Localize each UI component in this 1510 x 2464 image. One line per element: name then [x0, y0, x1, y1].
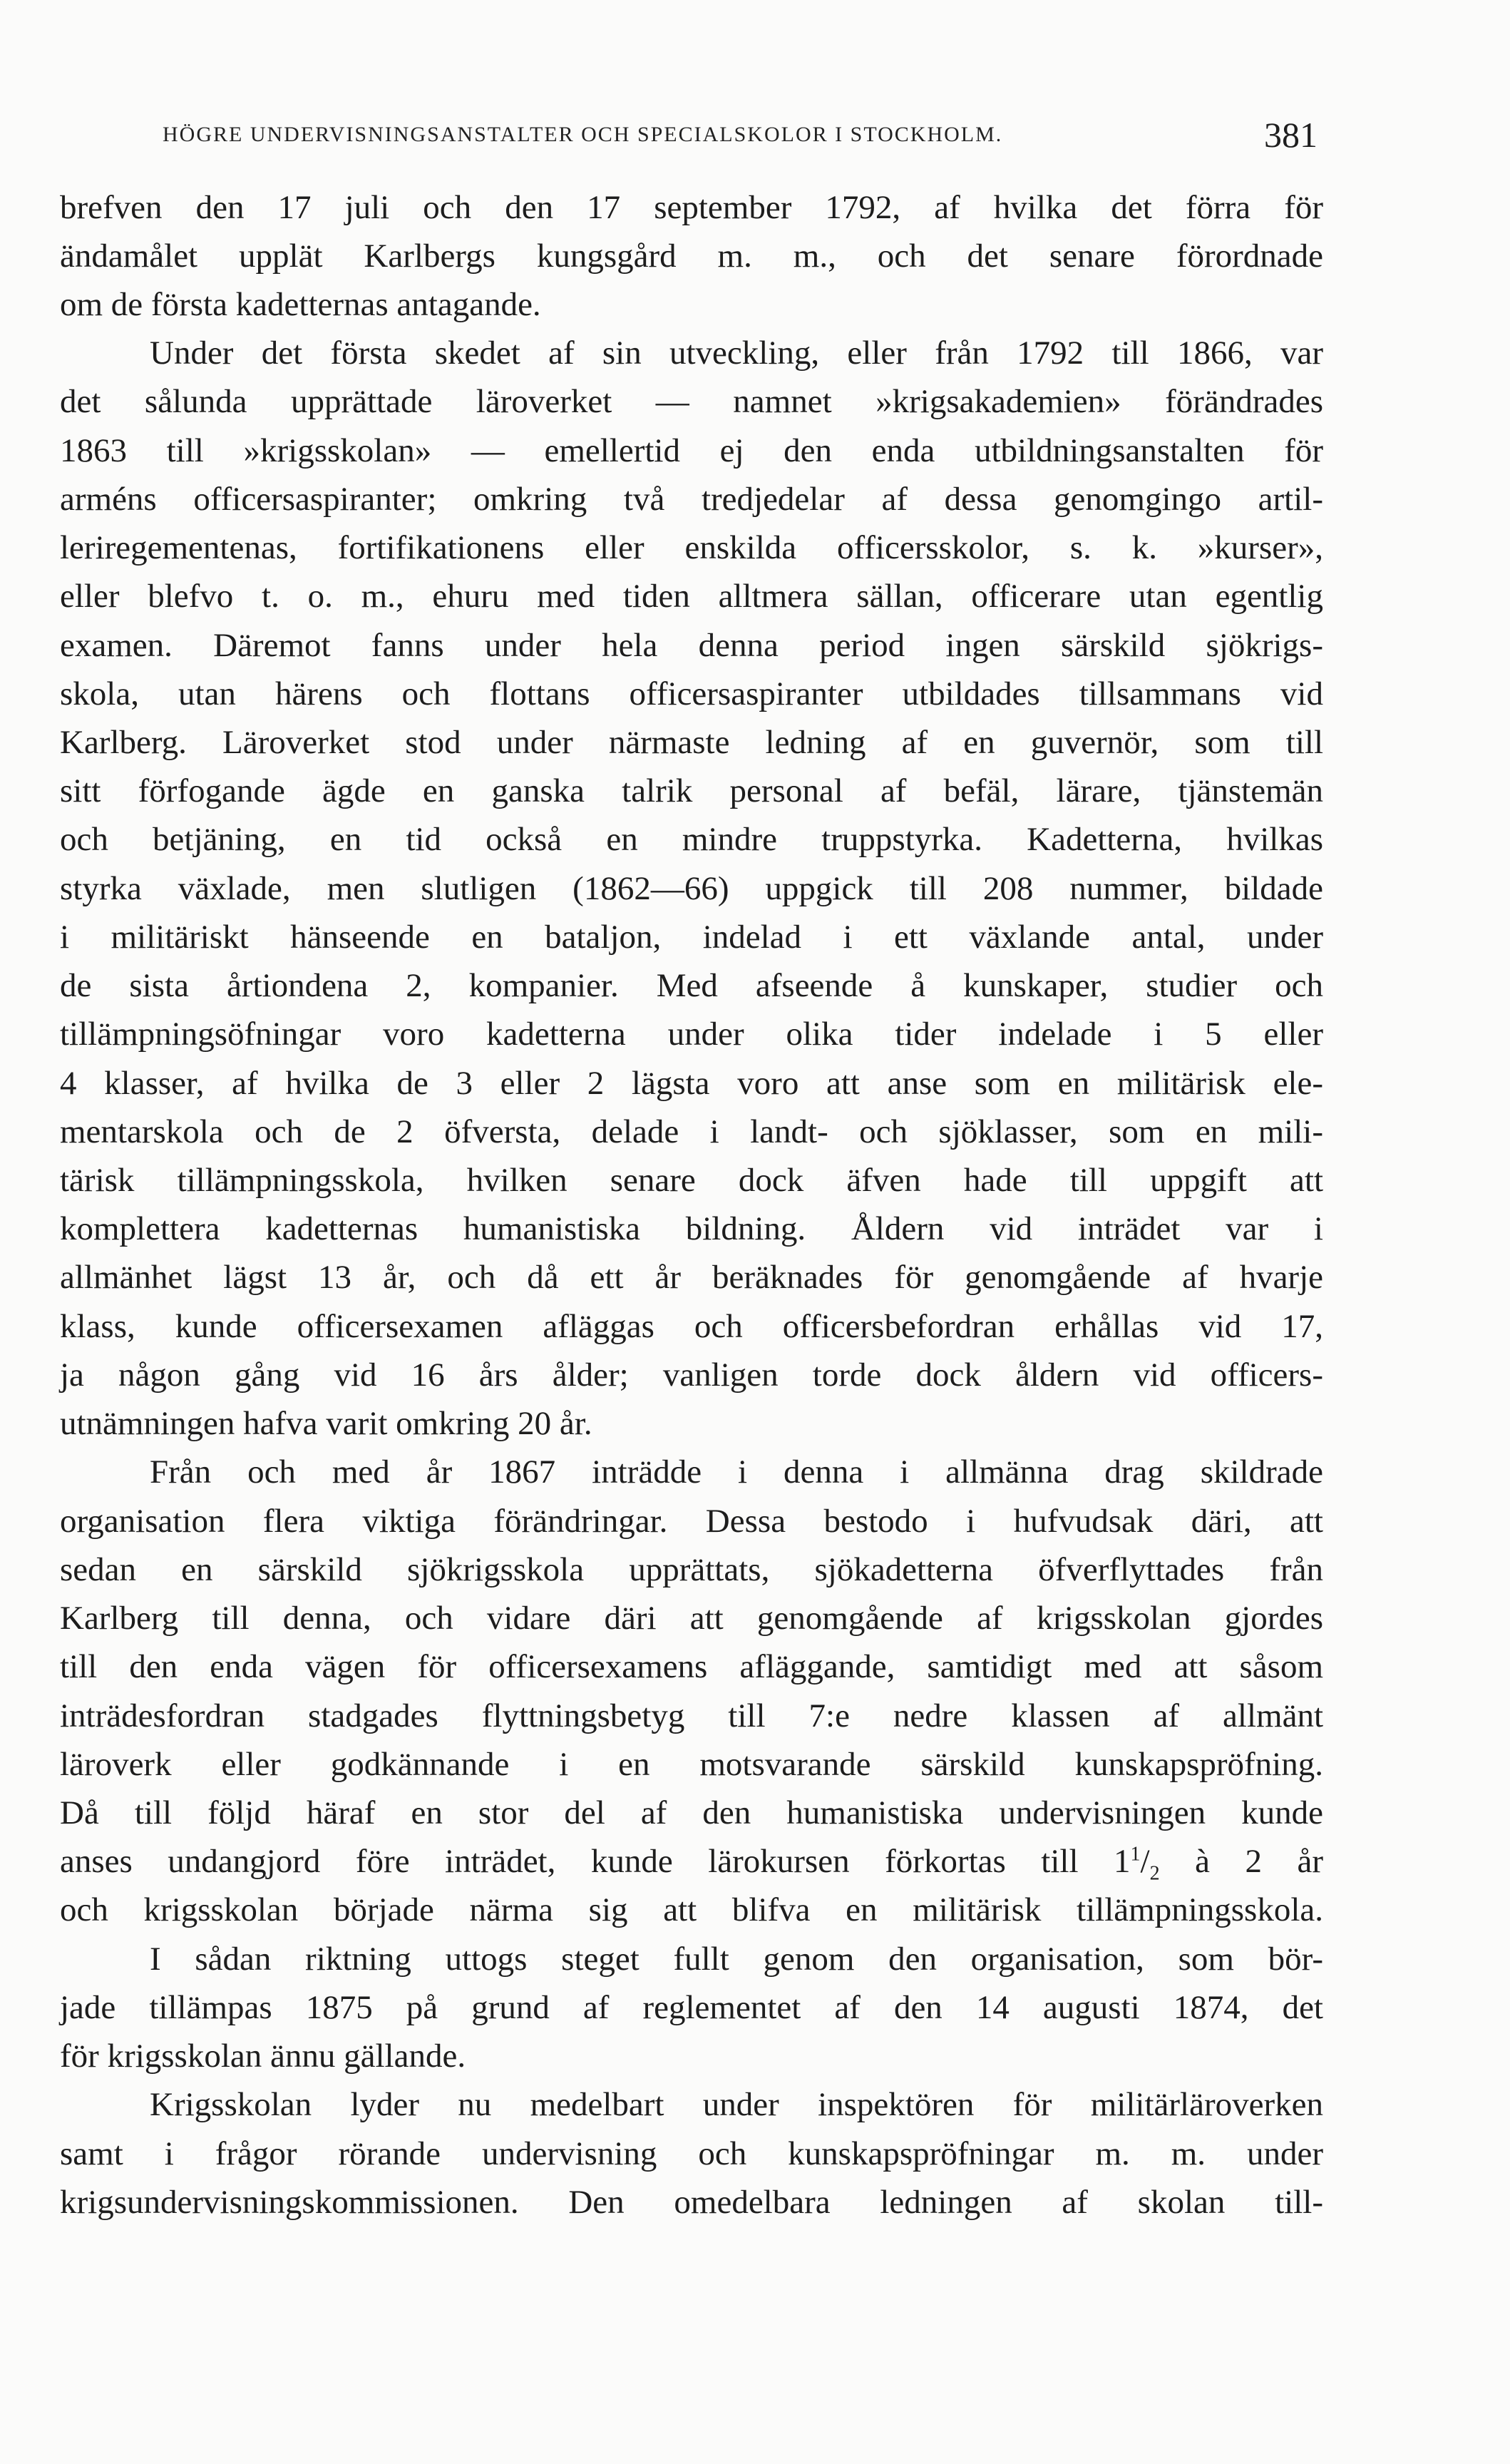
- text-span: anses undangjord före inträdet, kunde lärokursen förkortas till 1: [60, 1843, 1131, 1880]
- text-line: krigsundervisningskommissionen. Den omedelbara ledningen af skolan till-: [60, 2184, 1323, 2221]
- text-line: och krigsskolan började närma sig att blifva en militärisk tillämpningsskola.: [60, 1891, 1323, 1928]
- text-line: läroverk eller godkännande i en motsvarande särskild kunskapspröfning.: [60, 1746, 1323, 1783]
- text-line: Från och med år 1867 inträdde i denna i allmänna drag skildrade: [150, 1453, 1323, 1491]
- text-line: till den enda vägen för officersexamens afläggande, samtidigt med att såsom: [60, 1648, 1323, 1685]
- text-line: eller blefvo t. o. m., ehuru med tiden alltmera sällan, officerare utan egentlig: [60, 578, 1323, 615]
- text-line: arméns officersaspiranter; omkring två tredjedelar af dessa genomgingo artil-: [60, 481, 1323, 518]
- fraction-numerator: 1: [1130, 1843, 1141, 1866]
- text-line: Under det första skedet af sin utveckling, eller från 1792 till 1866, var: [150, 334, 1323, 372]
- fraction-slash: /: [1140, 1843, 1150, 1880]
- text-line: 4 klasser, af hvilka de 3 eller 2 lägsta voro att anse som en militärisk ele-: [60, 1065, 1323, 1102]
- text-line: tillämpningsöfningar voro kadetterna under olika tider indelade i 5 eller: [60, 1016, 1323, 1053]
- text-line: allmänhet lägst 13 år, och då ett år beräknades för genomgående af hvarje: [60, 1259, 1323, 1296]
- text-line: i militäriskt hänseende en bataljon, indelad i ett växlande antal, under: [60, 919, 1323, 956]
- text-line: leriregementenas, fortifikationens eller enskilda officersskolor, s. k. »kurser»,: [60, 529, 1323, 566]
- text-line: klass, kunde officersexamen afläggas och officersbefordran erhållas vid 17,: [60, 1308, 1323, 1345]
- fraction-denominator: 2: [1149, 1862, 1160, 1885]
- text-line: för krigsskolan ännu gällande.: [60, 2038, 466, 2075]
- text-line: sitt förfogande ägde en ganska talrik personal af befäl, lärare, tjänstemän: [60, 772, 1323, 809]
- text-line: de sista årtiondena 2, kompanier. Med afseende å kunskaper, studier och: [60, 967, 1323, 1004]
- text-line: styrka växlade, men slutligen (1862—66) uppgick till 208 nummer, bildade: [60, 870, 1323, 907]
- text-line: Karlberg. Läroverket stod under närmaste ledning af en guvernör, som till: [60, 724, 1323, 761]
- text-line: jade tillämpas 1875 på grund af reglementet af den 14 augusti 1874, det: [60, 1989, 1323, 2026]
- text-line: I sådan riktning uttogs steget fullt genom den organisation, som bör-: [150, 1941, 1323, 1978]
- text-line: [60, 1836, 1323, 1886]
- text-span: à 2 år: [1159, 1843, 1324, 1880]
- text-line: skola, utan härens och flottans officersaspiranter utbildades tillsammans vid: [60, 675, 1323, 712]
- text-line: samt i frågor rörande undervisning och kunskapspröfningar m. m. under: [60, 2135, 1323, 2172]
- text-line: tärisk tillämpningsskola, hvilken senare dock äfven hade till uppgift att: [60, 1162, 1323, 1199]
- text-line: komplettera kadetternas humanistiska bildning. Åldern vid inträdet var i: [60, 1210, 1323, 1247]
- text-line: ja någon gång vid 16 års ålder; vanligen torde dock åldern vid officers-: [60, 1356, 1323, 1394]
- page-number: 381: [1264, 115, 1318, 155]
- text-line: mentarskola och de 2 öfversta, delade i landt- och sjöklasser, som en mili-: [60, 1113, 1323, 1150]
- text-line: 1863 till »krigsskolan» — emellertid ej den enda utbildningsanstalten för: [60, 432, 1323, 469]
- text-line: inträdesfordran stadgades flyttningsbetyg till 7:e nedre klassen af allmänt: [60, 1697, 1323, 1734]
- text-line: och betjäning, en tid också en mindre truppstyrka. Kadetterna, hvilkas: [60, 821, 1323, 858]
- text-line: det sålunda upprättade läroverket — namnet »krigsakademien» förändrades: [60, 383, 1323, 420]
- running-head: HÖGRE UNDERVISNINGSANSTALTER OCH SPECIALSKOLOR I STOCKHOLM.: [163, 123, 1003, 146]
- text-line: om de första kadetternas antagande.: [60, 286, 541, 323]
- text-line: utnämningen hafva varit omkring 20 år.: [60, 1405, 592, 1442]
- text-line: Då till följd häraf en stor del af den humanistiska undervisningen kunde: [60, 1794, 1323, 1831]
- text-line: Karlberg till denna, och vidare däri att genomgående af krigsskolan gjordes: [60, 1600, 1323, 1637]
- text-line: brefven den 17 juli och den 17 september 1792, af hvilka det förra för: [60, 189, 1323, 226]
- text-line: sedan en särskild sjökrigsskola upprättats, sjökadetterna öfverflyttades från: [60, 1551, 1323, 1588]
- text-line: Krigsskolan lyder nu medelbart under inspektören för militärläroverken: [150, 2086, 1323, 2123]
- text-line: examen. Däremot fanns under hela denna period ingen särskild sjökrigs-: [60, 627, 1323, 664]
- text-line: ändamålet upplät Karlbergs kungsgård m. m., och det senare förordnade: [60, 237, 1323, 275]
- text-line: organisation flera viktiga förändringar. Dessa bestodo i hufvudsak däri, att: [60, 1503, 1323, 1540]
